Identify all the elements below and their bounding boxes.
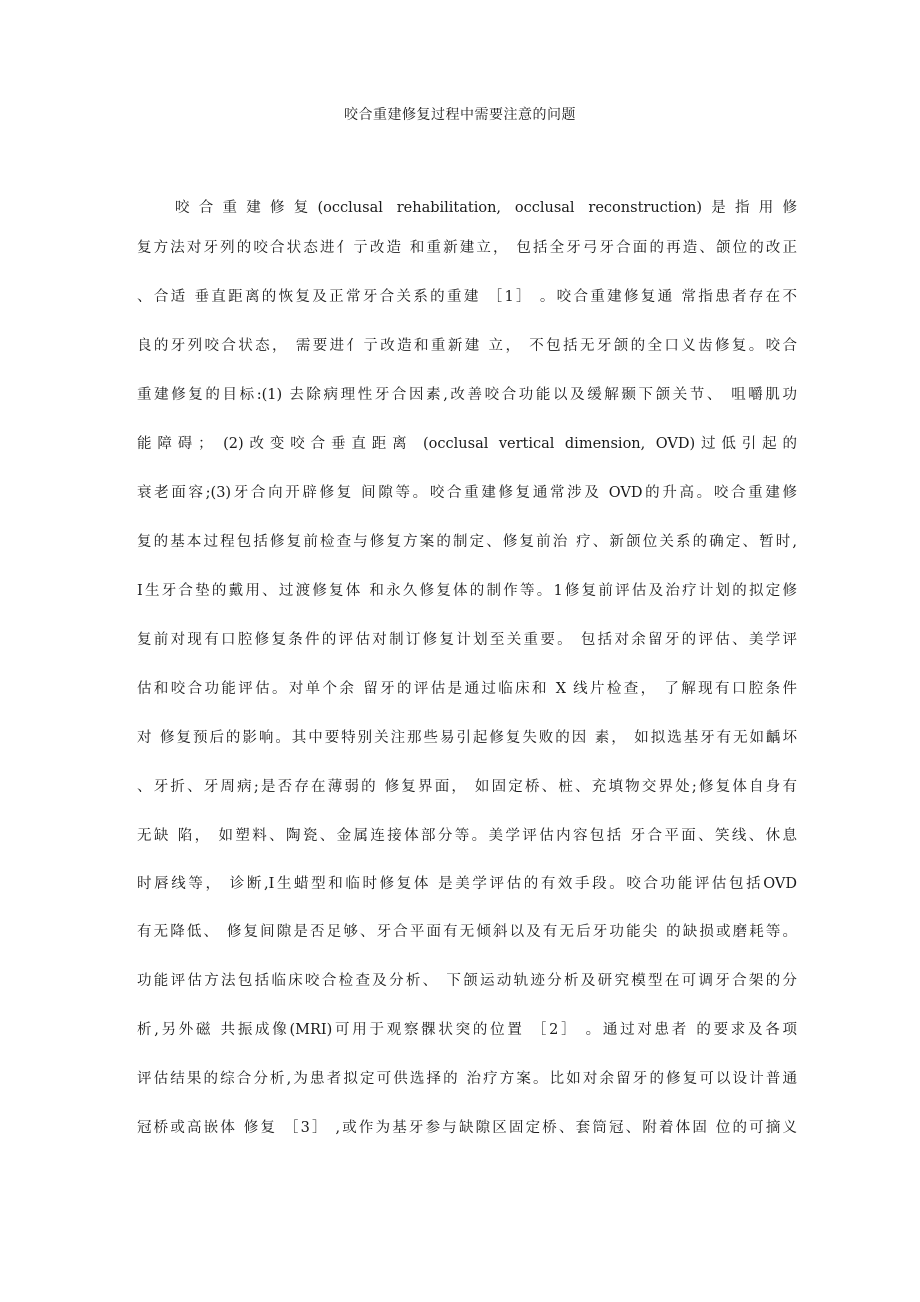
paragraph-line: 功能评估方法包括临床咬合检查及分析、 下颌运动轨迹分析及研究模型在可调牙合架的分 bbox=[137, 973, 797, 989]
paragraph-line: 能障碍； (2)改变咬合垂直距离 (occlusal vertical dimension, OVD)过低引起的 bbox=[137, 436, 797, 452]
document-title: 咬合重建修复过程中需要注意的问题 bbox=[344, 107, 576, 123]
paragraph-line: 时唇线等， 诊断,I生蜡型和临时修复体 是美学评估的有效手段。咬合功能评估包括OVD bbox=[137, 876, 797, 892]
paragraph-line: 有无降低、 修复间隙是否足够、牙合平面有无倾斜以及有无后牙功能尖 的缺损或磨耗等。 bbox=[137, 924, 797, 940]
paragraph-line: 复前对现有口腔修复条件的评估对制订修复计划至关重要。 包括对余留牙的评估、美学评 bbox=[137, 632, 797, 648]
paragraph-line: 复的基本过程包括修复前检查与修复方案的制定、修复前治 疗、新颌位关系的确定、暂时, bbox=[137, 534, 797, 550]
paragraph-line: 析,另外磁 共振成像(MRI)可用于观察髁状突的位置 ［2］ 。通过对患者 的要求及各项 bbox=[137, 1022, 797, 1038]
paragraph-line: 复方法对牙列的咬合状态进亻亍改造 和重新建立， 包括全牙弓牙合面的再造、颌位的改正 bbox=[137, 240, 797, 256]
paragraph-line: 评估结果的综合分析,为患者拟定可供选择的 治疗方案。比如对余留牙的修复可以设计普通 bbox=[137, 1071, 797, 1087]
paragraph-line: 重建修复的目标:(1) 去除病理性牙合因素,改善咬合功能以及缓解颞下颌关节、 咀嚼肌功 bbox=[137, 387, 797, 403]
paragraph-line: I生牙合垫的戴用、过渡修复体 和永久修复体的制作等。1修复前评估及治疗计划的拟定修 bbox=[137, 583, 797, 599]
paragraph-line: 冠桥或高嵌体 修复 ［3］ ,或作为基牙参与缺隙区固定桥、套筒冠、附着体固 位的可摘义 bbox=[137, 1120, 797, 1136]
paragraph-line: 咬合重建修复(occlusal rehabilitation, occlusal reconstruction)是指用修 bbox=[175, 200, 797, 216]
paragraph-line: 衰老面容;(3)牙合向开辟修复 间隙等。咬合重建修复通常涉及 OVD的升高。咬合重建修 bbox=[137, 485, 797, 501]
paragraph-line: 良的牙列咬合状态， 需要进亻亍改造和重新建 立， 不包括无牙颌的全口义齿修复。咬合 bbox=[137, 338, 797, 354]
paragraph-line: 、合适 垂直距离的恢复及正常牙合关系的重建 ［1］ 。咬合重建修复通 常指患者存在不 bbox=[137, 289, 797, 305]
paragraph-line: 估和咬合功能评估。对单个余 留牙的评估是通过临床和 X 线片检查， 了解现有口腔条件 bbox=[137, 681, 797, 697]
paragraph-line: 无缺 陷， 如塑料、陶瓷、金属连接体部分等。美学评估内容包括 牙合平面、笑线、休息 bbox=[137, 828, 797, 844]
paragraph-line: 、牙折、牙周病;是否存在薄弱的 修复界面， 如固定桥、桩、充填物交界处;修复体自身有 bbox=[137, 779, 797, 795]
paragraph-line: 对 修复预后的影响。其中要特别关注那些易引起修复失败的因 素， 如拟选基牙有无如齲坏 bbox=[137, 730, 797, 746]
